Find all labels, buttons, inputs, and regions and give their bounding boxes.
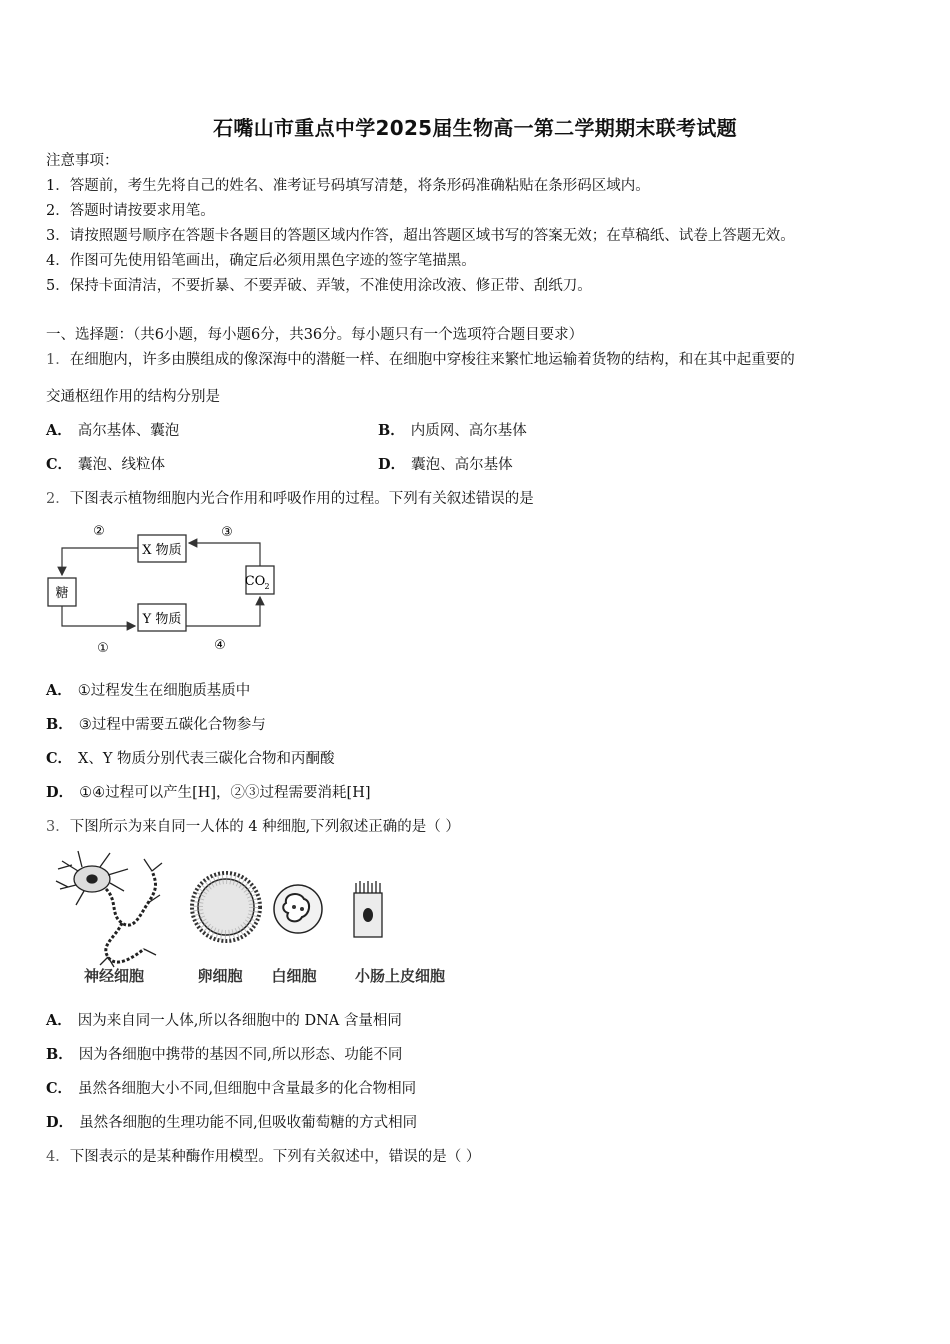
option-letter: C． [46, 1080, 73, 1097]
photosynthesis-respiration-diagram [44, 520, 284, 660]
option-letter: C． [46, 750, 73, 767]
arrow-4 [186, 597, 260, 626]
page-title: 石嘴山市重点中学2025届生物高一第二学期期末联考试题 [213, 116, 737, 140]
nerve-cell-image [56, 851, 162, 967]
option-1b [378, 422, 527, 440]
cell-label: 小肠上皮细胞 [354, 967, 446, 985]
option-letter: C． [46, 456, 73, 473]
option-1a [46, 422, 179, 440]
question-number: 2． [46, 491, 70, 507]
option-3a [46, 1012, 402, 1030]
question-number: 4． [46, 1149, 70, 1165]
question-2-stem [46, 490, 534, 508]
option-text: ③过程中需要五碳化合物参与 [78, 717, 266, 733]
arrow-1 [62, 606, 135, 626]
process-3-label: ③ [221, 525, 233, 540]
process-4-label: ④ [214, 638, 226, 653]
option-text: 虽然各细胞的生理功能不同,但吸收葡萄糖的方式相同 [79, 1115, 418, 1131]
option-text: 因为各细胞中携带的基因不同,所以形态、功能不同 [78, 1047, 403, 1063]
option-text: 囊泡、高尔基体 [411, 457, 513, 473]
option-text: ①过程发生在细胞质基质中 [77, 683, 251, 699]
white-blood-cell-image [274, 885, 322, 933]
co2-subscript: 2 [264, 582, 270, 591]
y-substance-label: Y 物质 [142, 612, 182, 627]
option-letter: A． [46, 682, 72, 699]
option-3b [46, 1046, 402, 1064]
question-1-stem-cont: 交通枢纽作用的结构分别是 [46, 389, 220, 405]
question-number: 1． [46, 352, 70, 368]
intestinal-epithelial-cell-image [354, 881, 382, 937]
option-2b [46, 716, 266, 734]
option-2d [46, 784, 371, 802]
cell-label: 卵细胞 [197, 967, 243, 985]
option-2a [46, 682, 250, 700]
egg-cell-image [192, 873, 260, 941]
notice-item: 3．请按照题号顺序在答题卡各题目的答题区域内作答，超出答题区域书写的答案无效；在草稿纸、试卷上答题无效。 [46, 228, 795, 244]
option-text: 内质网、高尔基体 [410, 423, 527, 439]
cell-label: 白细胞 [271, 967, 317, 985]
option-1d [378, 456, 513, 474]
option-2c [46, 750, 335, 768]
question-1-stem [46, 351, 795, 369]
section-heading: 一、选择题：（共6小题，每小题6分，共36分。每小题只有一个选项符合题目要求） [46, 327, 584, 343]
option-letter: D． [46, 784, 74, 801]
notice-item: 1．答题前，考生先将自己的姓名、准考证号码填写清楚，将条形码准确粘贴在条形码区域内。 [46, 178, 650, 194]
x-substance-label: X 物质 [142, 543, 182, 558]
question-3-stem [46, 818, 460, 836]
notice-item: 4．作图可先使用铅笔画出，确定后必须用黑色字迹的签字笔描黑。 [46, 253, 476, 269]
arrow-3 [189, 543, 260, 566]
four-cells-figure [48, 845, 468, 995]
notice-item: 2．答题时请按要求用笔。 [46, 203, 215, 219]
process-2-label: ② [93, 524, 105, 539]
sugar-label: 糖 [55, 586, 69, 601]
question-text: 在细胞内，许多由膜组成的像深海中的潜艇一样、在细胞中穿梭往来繁忙地运输着货物的结构，和在其中起重要的 [69, 352, 795, 368]
process-1-label: ① [97, 641, 109, 656]
question-4-stem [46, 1148, 480, 1166]
option-letter: B． [378, 422, 405, 439]
option-1c [46, 456, 165, 474]
option-text: 囊泡、线粒体 [78, 457, 166, 473]
option-text: X、Y 物质分别代表三碳化合物和丙酮酸 [78, 751, 335, 767]
option-letter: B． [46, 716, 73, 733]
option-3c [46, 1080, 416, 1098]
question-text: 下图所示为来自同一人体的 4 种细胞,下列叙述正确的是（ ） [69, 819, 460, 835]
question-number: 3． [46, 819, 70, 835]
option-text: 高尔基体、囊泡 [77, 423, 180, 439]
option-letter: A． [46, 422, 72, 439]
question-text: 下图表示的是某种酶作用模型。下列有关叙述中，错误的是（ ） [69, 1149, 481, 1165]
option-letter: D． [46, 1114, 74, 1131]
cell-label: 神经细胞 [83, 967, 145, 985]
option-text: 因为来自同一人体,所以各细胞中的 DNA 含量相同 [77, 1013, 402, 1029]
notice-item: 5．保持卡面清洁，不要折暴、不要弄破、弄皱，不准使用涂改液、修正带、刮纸刀。 [46, 278, 592, 294]
arrow-2 [62, 548, 138, 575]
option-letter: A． [46, 1012, 72, 1029]
notice-heading: 注意事项： [46, 153, 119, 169]
option-text: 虽然各细胞大小不同,但细胞中含量最多的化合物相同 [78, 1081, 417, 1097]
option-3d [46, 1114, 417, 1132]
question-text: 下图表示植物细胞内光合作用和呼吸作用的过程。下列有关叙述错误的是 [69, 491, 534, 507]
option-letter: D． [378, 456, 406, 473]
option-text: ①④过程可以产生[H]，②③过程需要消耗[H] [79, 785, 371, 801]
co2-label: CO [244, 574, 266, 589]
option-letter: B． [46, 1046, 73, 1063]
